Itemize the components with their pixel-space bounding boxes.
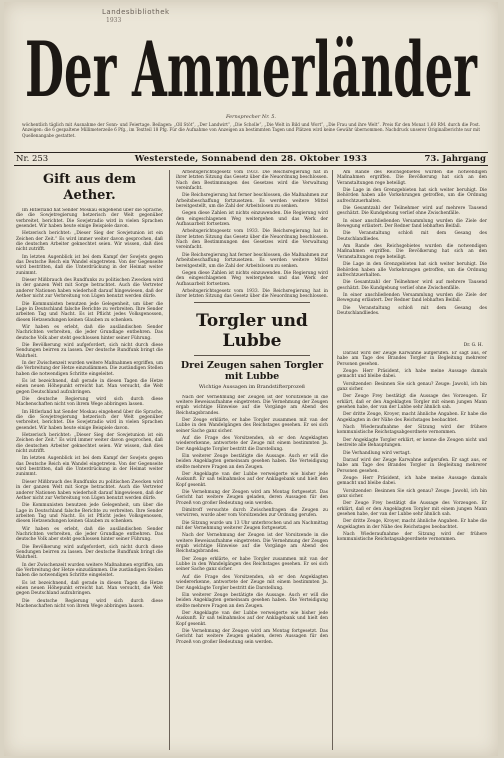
paragraph: Arbeitsgerichtsgesetz vom 1933. Die Reichsregierung hat in ihrer letzten Sitzung das Gesetz über die Neuordnung beschlossen. bbox=[176, 288, 328, 298]
paragraph: Die Kommunisten benutzen jede Gelegenheit, um über die Lage in Deutschland falsche Berichte zu verbreiten. Ihre Sender arbeiten Tag und Nacht. Es ist Pflicht jedes Volksgenossen, diesen Hetzsendungen keinen Glauben zu schenken. bbox=[16, 301, 163, 323]
article-headline-gift: Gift aus dem Aether. bbox=[43, 172, 136, 203]
paragraph: Die Gesamtzahl der Teilnehmer wird auf mehrere Tausend geschätzt. Die Kundgebung verlief ohne Zwischenfälle. bbox=[337, 280, 487, 291]
paragraph: Zeuge: Herr Präsident, ich habe meine Aussage damals gemacht und bleibe dabei. bbox=[337, 475, 487, 487]
paragraph: Der Zeuge Frey bestätigt die Aussage des Vorzeugen. Er erklärt, daß er den Angeklagten Torgler mit einem jungen Mann gesehen habe, der van der Lubbe sehr ähnlich sah. bbox=[337, 394, 487, 411]
paragraph: Die Kommunisten benutzen jede Gelegenheit, um über die Lage in Deutschland falsche Berichte zu verbreiten. Ihre Sender arbeiten Tag und Nacht. Es ist Pflicht jedes Volksgenossen, diesen Hetzsendungen keinen Glauben zu schenken. bbox=[16, 503, 163, 525]
article-continued-right bbox=[337, 170, 487, 342]
publication-info: wöchentlich täglich mit Ausnahme der Sonn- und Feiertage. Beilagen: „Oll Stöt“, „Der Landwirt“, „Die Scholle“, „Die Welt in Bild und Wort“, „Die Frau und ihre Welt“. Preis für den Monat 1,60 RM. durch die Post. Anzeigen: die 6 gespaltene Millimeterzeile 6 Pfg., im Textteil 18 Pfg. Für die Aufnahme von Anzeigen an bestimmten Tagen und Plätzen wird keine Gewähr übernommen. Nachdruck unserer Originalberichte nur mit Quellenangabe gestattet. bbox=[22, 122, 480, 138]
masthead bbox=[16, 24, 486, 114]
paragraph: Nach der Vernehmung der Zeugen ist der Vorsitzende in die weitere Beweisaufnahme eingetreten. Die Vernehmung der Zeugen ergab wichtige Hinweise auf die Vorgänge am Abend des Reichstagsbrandes. bbox=[176, 533, 328, 555]
paragraph: Die Reichsregierung hat ferner beschlossen, die Maßnahmen zur Arbeitsbeschaffung fortzusetzen. Es werden weitere Mittel bereitgestellt, um die Zahl der Arbeitslosen zu senken. bbox=[176, 193, 328, 210]
paragraph: Ein weiterer Zeuge bestätigte die Aussage. Auch er will die beiden Angeklagten gemeinsam gesehen haben. Die Verteidigung stellte mehrere Fragen an den Zeugen. bbox=[176, 453, 328, 470]
paragraph: In der Zwischenzeit wurden weitere Maßnahmen ergriffen, um die Verbreitung der Hetze einzudämmen. Die zuständigen Stellen haben die notwendigen Schritte eingeleitet. bbox=[16, 562, 163, 579]
issue-number: Nr. 253 bbox=[16, 154, 49, 164]
paragraph: Wir haben es erlebt, daß die ausländischen Sender Nachrichten verbreiten, die jeder Grundlage entbehren. Das deutsche Volk aber steht geschlossen hinter seiner Führung. bbox=[16, 324, 163, 341]
paragraph: Die deutsche Regierung wird sich durch diese Machenschaften nicht von ihrem Wege abbringen lassen. bbox=[16, 598, 163, 610]
article-subheadline: Drei Zeugen sahen Torgler mit Lubbe bbox=[180, 360, 324, 382]
paragraph: Nach Wiederaufnahme der Sitzung wird der frühere kommunistische Reichstagsabgeordnete vernommen. bbox=[337, 531, 487, 543]
paragraph: Darauf wird der Zeuge Karwahne aufgerufen. Er sagt aus, er habe am Tage des Brandes Torgler in Begleitung mehrerer Personen gesehen. bbox=[337, 457, 487, 474]
place-date: Westerstede, Sonnabend den 28. Oktober 1933 bbox=[134, 154, 368, 164]
paragraph: Auf die Frage des Vorsitzenden, ob er den Angeklagten wiedererkenne, antwortete der Zeuge mit einem bestimmten Ja. Der Angeklagte Torgler bestritt die Darstellung. bbox=[176, 435, 328, 452]
article-body-gift bbox=[16, 208, 163, 756]
paragraph: Die Gesamtzahl der Teilnehmer wird auf mehrere Tausend geschätzt. Die Kundgebung verlief ohne Zwischenfälle. bbox=[337, 206, 487, 217]
headline-divider bbox=[194, 355, 310, 356]
paragraph: In der Zwischenzeit wurden weitere Maßnahmen ergriffen, um die Verbreitung der Hetze einzudämmen. Die zuständigen Stellen haben die notwendigen Schritte eingeleitet. bbox=[16, 360, 163, 377]
article-body-right bbox=[337, 351, 487, 755]
paragraph: Gegen diese Zahlen ist nichts einzuwenden. Die Regierung wird den eingeschlagenen Weg weitergehen und das Werk der Aufbauarbeit fortsetzen. bbox=[176, 270, 328, 287]
paragraph: Die Lage in den Grenzgebieten hat sich weiter beruhigt. Die Behörden haben alle Vorkehrungen getroffen, um die Ordnung aufrechtzuerhalten. bbox=[337, 262, 487, 278]
paragraph: Vorsitzender: Besinnen Sie sich genau? Zeuge: Jawohl, ich bin ganz sicher. bbox=[337, 488, 487, 499]
paragraph: Im Hitlerland hat Sender Moskau eingehend über die Sprache, die die Sowjetregierung hetzerisch der Welt gegenüber verbreitet, berichtet. Die Sowjetradio wird in vielen Sprachen gesendet. Wir haben heute einige Beispiele davon. bbox=[16, 409, 163, 431]
paragraph: Die deutsche Regierung wird sich durch diese Machenschaften nicht von ihrem Wege abbringen lassen. bbox=[16, 397, 163, 408]
paragraph: Die Veranstaltung schloß mit dem Gesang des Deutschlandliedes. bbox=[337, 231, 487, 242]
library-stamp-mark: 1933 bbox=[106, 17, 122, 24]
paragraph: Zeuge: Herr Präsident, ich habe meine Aussage damals gemacht und bleibe dabei. bbox=[337, 369, 487, 380]
article-continued bbox=[176, 170, 328, 298]
article-body-torgler bbox=[176, 395, 328, 757]
paragraph: Am Rande des Reichsgebietes wurden die notwendigen Maßnahmen ergriffen. Die Bevölkerung hat sich an den Veranstaltungen rege beteiligt. bbox=[337, 244, 487, 260]
paragraph: Die Vernehmung der Zeugen wird am Montag fortgesetzt. Das Gericht hat weitere Zeugen geladen, deren Aussagen für den Prozeß von großer Bedeutung sein werden. bbox=[176, 490, 328, 506]
article-divider bbox=[194, 302, 310, 303]
paragraph: Arbeitsgerichtsgesetz vom 1933. Die Reichsregierung hat in ihrer letzten Sitzung das Gesetz über die Neuordnung beschlossen. Nach den Bestimmungen des Gesetzes wird die Verwaltung vereinfacht. bbox=[176, 170, 328, 192]
paragraph: Der Zeuge erklärte, er habe Torgler zusammen mit van der Lubbe in den Wandelgängen des Reichstages gesehen. Er sei sich seiner Sache ganz sicher. bbox=[176, 556, 328, 573]
paragraph: Nach Wiederaufnahme der Sitzung wird der frühere kommunistische Reichstagsabgeordnete vernommen. bbox=[337, 425, 487, 436]
paragraph: Die Sitzung wurde um 13 Uhr unterbrochen und am Nachmittag mit der Vernehmung weiterer Zeugen fortgesetzt. bbox=[176, 520, 328, 532]
column-divider bbox=[332, 170, 333, 750]
paragraph: Der Zeuge erklärte, er habe Torgler zusammen mit van der Lubbe in den Wandelgängen des Reichstages gesehen. Er sei sich seiner Sache ganz sicher. bbox=[176, 417, 328, 434]
paragraph: Gegen diese Zahlen ist nichts einzuwenden. Die Regierung wird den eingeschlagenen Weg weitergehen und das Werk der Aufbauarbeit fortsetzen. bbox=[176, 211, 328, 228]
column-3 bbox=[337, 170, 487, 755]
paragraph: Die Reichsregierung hat ferner beschlossen, die Maßnahmen zur Arbeitsbeschaffung fortzusetzen. Es werden weitere Mittel bereitgestellt, um die Zahl der Arbeitslosen zu senken. bbox=[176, 252, 328, 269]
paragraph: Die Bevölkerung wird aufgefordert, sich nicht durch diese Sendungen beirren zu lassen. Der deutsche Rundfunk bringt die Wahrheit. bbox=[16, 544, 163, 561]
paragraph: Im letzten Augenblick ist bei dem Kampf der Sowjets gegen das Deutsche Reich ein Wandel eingetreten. Von der Gegenseite wird bestritten, daß die Unterdrückung in der Heimat weiter zunimmt. bbox=[16, 456, 163, 478]
paragraph: Darauf wird der Zeuge Karwahne aufgerufen. Er sagt aus, er habe am Tage des Brandes Torgler in Begleitung mehrerer Personen gesehen. bbox=[337, 351, 487, 367]
paragraph: Der dritte Zeuge, Kroyer, macht ähnliche Angaben. Er habe die Angeklagten in der Nähe des Reichstages beobachtet. bbox=[337, 412, 487, 423]
paragraph: Es ist bezeichnend, daß gerade in diesen Tagen die Hetze einen neuen Höhepunkt erreicht hat. Man versucht, die Welt gegen Deutschland aufzubringen. bbox=[16, 580, 163, 597]
paragraph: Dieser Mißbrauch des Rundfunks zu politischen Zwecken wird in der ganzen Welt mit Sorge betrachtet. Auch die Vertreter anderer Nationen haben wiederholt darauf hingewiesen, daß der Aether nicht zur Verbreitung von Lügen benutzt werden dürfe. bbox=[16, 479, 163, 501]
masthead-title-svg bbox=[16, 24, 486, 114]
paragraph: Auf die Frage des Vorsitzenden, ob er den Angeklagten wiedererkenne, antwortete der Zeuge mit einem bestimmten Ja. Der Angeklagte Torgler bestritt die Darstellung. bbox=[176, 574, 328, 591]
newspaper-page bbox=[4, 2, 498, 756]
column-2 bbox=[176, 170, 328, 756]
paragraph: Die Verhandlung wird vertagt. bbox=[343, 450, 411, 456]
dateline bbox=[14, 152, 488, 166]
paragraph: In einer anschließenden Versammlung wurden die Ziele der Bewegung erläutert. Der Redner fand lebhaften Beifall. bbox=[337, 292, 487, 304]
paragraph: In einer anschließenden Versammlung wurden die Ziele der Bewegung erläutert. Der Redner fand lebhaften Beifall. bbox=[337, 218, 487, 230]
paragraph: Dimitroff versuchte durch Zwischenfragen die Zeugen zu verwirren, wurde aber vom Vorsitzenden zur Ordnung gerufen. bbox=[176, 508, 328, 519]
paragraph: Der Zeuge Frey bestätigt die Aussage des Vorzeugen. Er erklärt, daß er den Angeklagten Torgler mit einem jungen Mann gesehen habe, der van der Lubbe sehr ähnlich sah. bbox=[337, 501, 487, 517]
author-signature: Dr. G. H. bbox=[463, 343, 483, 348]
paragraph: Der Angeklagte van der Lubbe verweigerte wie bisher jede Auskunft. Er saß teilnahmslos auf der Anklagebank und hielt den Kopf gesenkt. bbox=[176, 610, 328, 627]
paragraph: Es ist bezeichnend, daß gerade in diesen Tagen die Hetze einen neuen Höhepunkt erreicht hat. Man versucht, die Welt gegen Deutschland aufzubringen. bbox=[16, 378, 163, 395]
paragraph: Die Veranstaltung schloß mit dem Gesang des Deutschlandliedes. bbox=[337, 305, 487, 316]
paragraph: Hetzerisch berichtet: „Dieser Sieg der Sowjetunion ist ein Zeichen der Zeit.“ Es wird immer weiter davon gesprochen, daß die deutschen Arbeiter geknechtet seien. Wir wissen, daß dies nicht zutrifft. bbox=[16, 231, 163, 253]
paragraph: Nach der Vernehmung der Zeugen ist der Vorsitzende in die weitere Beweisaufnahme eingetreten. Die Vernehmung der Zeugen ergab wichtige Hinweise auf die Vorgänge am Abend des Reichstagsbrandes. bbox=[176, 394, 328, 416]
paragraph: Am Rande des Reichsgebietes wurden die notwendigen Maßnahmen ergriffen. Die Bevölkerung hat sich an den Veranstaltungen rege beteiligt. bbox=[337, 170, 487, 186]
paragraph: Der Angeklagte Torgler erklärt, er kenne die Zeugen nicht und bestreite alle Behauptungen. bbox=[337, 437, 487, 449]
paragraph: Wir haben es erlebt, daß die ausländischen Sender Nachrichten verbreiten, die jeder Grundlage entbehren. Das deutsche Volk aber steht geschlossen hinter seiner Führung. bbox=[16, 526, 163, 543]
paragraph: Ein weiterer Zeuge bestätigte die Aussage. Auch er will die beiden Angeklagten gemeinsam gesehen haben. Die Verteidigung stellte mehrere Fragen an den Zeugen. bbox=[176, 592, 328, 609]
paragraph: Dieser Mißbrauch des Rundfunks zu politischen Zwecken wird in der ganzen Welt mit Sorge betrachtet. Auch die Vertreter anderer Nationen haben wiederholt darauf hingewiesen, daß der Aether nicht zur Verbreitung von Lügen benutzt werden dürfe. bbox=[16, 278, 163, 300]
paragraph: Hetzerisch berichtet: „Dieser Sieg der Sowjetunion ist ein Zeichen der Zeit.“ Es wird immer weiter davon gesprochen, daß die deutschen Arbeiter geknechtet seien. Wir wissen, daß dies nicht zutrifft. bbox=[16, 433, 163, 455]
article-kicker: Wichtige Aussagen im Brandstifterprozeß bbox=[198, 384, 306, 390]
paragraph: Die Bevölkerung wird aufgefordert, sich nicht durch diese Sendungen beirren zu lassen. Der deutsche Rundfunk bringt die Wahrheit. bbox=[16, 342, 163, 359]
column-divider bbox=[169, 170, 170, 750]
volume-year: 73. Jahrgang bbox=[424, 154, 486, 164]
paragraph: Arbeitsgerichtsgesetz vom 1933. Die Reichsregierung hat in ihrer letzten Sitzung das Gesetz über die Neuordnung beschlossen. Nach den Bestimmungen des Gesetzes wird die Verwaltung vereinfacht. bbox=[176, 229, 328, 251]
masthead-title: Der Ammerländer bbox=[25, 25, 478, 114]
paragraph: Der dritte Zeuge, Kroyer, macht ähnliche Angaben. Er habe die Angeklagten in der Nähe des Reichstages beobachtet. bbox=[337, 519, 487, 530]
paragraph: Die Vernehmung der Zeugen wird am Montag fortgesetzt. Das Gericht hat weitere Zeugen geladen, deren Aussagen für den Prozeß von großer Bedeutung sein werden. bbox=[176, 628, 328, 645]
paragraph: Die Lage in den Grenzgebieten hat sich weiter beruhigt. Die Behörden haben alle Vorkehrungen getroffen, um die Ordnung aufrechtzuerhalten. bbox=[337, 188, 487, 204]
paragraph: Der Angeklagte van der Lubbe verweigerte wie bisher jede Auskunft. Er saß teilnahmslos auf der Anklagebank und hielt den Kopf gesenkt. bbox=[176, 471, 328, 488]
column-1 bbox=[16, 170, 163, 756]
paragraph: Im Hitlerland hat Sender Moskau eingehend über die Sprache, die die Sowjetregierung hetzerisch der Welt gegenüber verbreitet, berichtet. Die Sowjetradio wird in vielen Sprachen gesendet. Wir haben heute einige Beispiele davon. bbox=[16, 208, 163, 230]
library-stamp: Landesbibliothek bbox=[102, 8, 170, 16]
paragraph: Im letzten Augenblick ist bei dem Kampf der Sowjets gegen das Deutsche Reich ein Wandel eingetreten. Von der Gegenseite wird bestritten, daß die Unterdrückung in der Heimat weiter zunimmt. bbox=[16, 254, 163, 276]
telephone-line: Fernsprecher Nr. 5. bbox=[225, 114, 276, 120]
article-headline-torgler: Torgler und Lubbe bbox=[196, 311, 308, 351]
paragraph: Vorsitzender: Besinnen Sie sich genau? Zeuge: Jawohl, ich bin ganz sicher. bbox=[337, 381, 487, 393]
